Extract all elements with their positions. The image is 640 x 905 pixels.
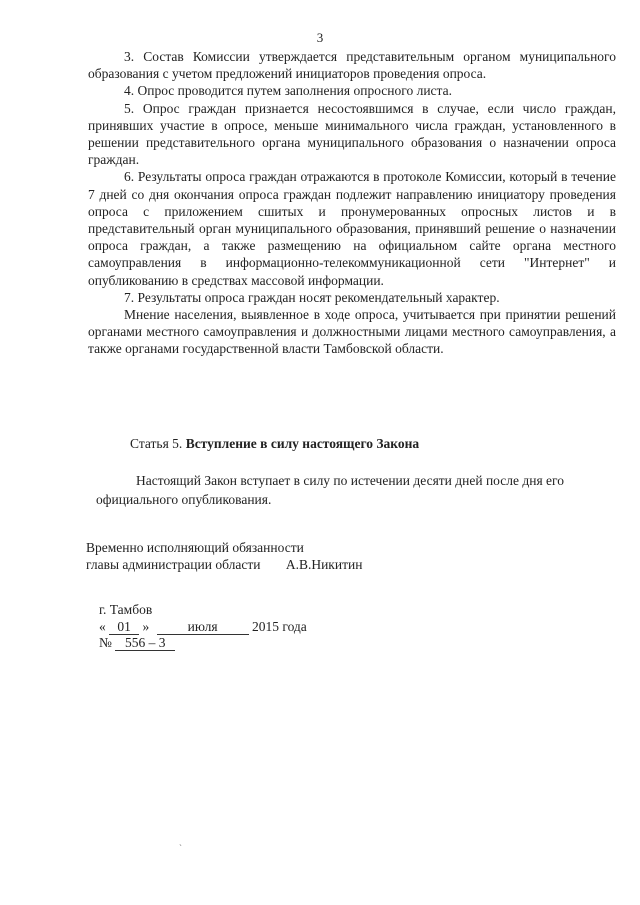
signature-position-line2	[86, 556, 362, 573]
paragraph-7: 7. Результаты опроса граждан носят рекомендательный характер.	[124, 289, 500, 305]
paragraph-4: 4. Опрос проводится путем заполнения опросного листа.	[124, 83, 452, 99]
date-close-quote: »	[142, 618, 150, 634]
article-prefix: Статья 5.	[130, 436, 183, 451]
article-title: Вступление в силу настоящего Закона	[185, 436, 420, 451]
document-number: 556 – 3	[115, 636, 175, 651]
date-year: 2015 года	[252, 618, 307, 634]
signature-position-line1: Временно исполняющий обязанности	[86, 540, 304, 555]
place-date-block	[99, 602, 307, 652]
page-number: 3	[316, 30, 324, 45]
signatory-name: А.В.Никитин	[285, 557, 363, 572]
date-day: 01	[109, 620, 139, 635]
article-text	[96, 471, 616, 509]
paragraph-6: 6. Результаты опроса граждан отражаются в протоколе Комиссии, который в течение 7 дней со дня окончания опроса граждан подлежит направлению инициатору проведения опроса с приложением сшитых и пронумерованных опросных листов и в представительный орган муниципального образования, принявший решение о назначении опроса граждан, а также размещению на официальном сайте органа местного самоуправления в информационно-телекоммуникационной сети "Интернет" и опубликованию в средствах массовой информации.	[88, 169, 616, 288]
date-line	[99, 619, 307, 636]
paragraph-3: 3. Состав Комиссии утверждается представительным органом муниципального образования с учетом предложений инициаторов проведения опроса.	[88, 49, 616, 82]
signature-position: главы администрации области	[86, 557, 261, 572]
paragraph-opinion: Мнение населения, выявленное в ходе опроса, учитывается при принятии решений органами местного самоуправления и должностными лицами местного самоуправления, а также органами государственной власти Тамбовской области.	[88, 307, 616, 357]
number-sign: №	[99, 635, 112, 650]
paragraph-5: 5. Опрос граждан признается несостоявшимся в случае, если число граждан, принявших участие в опросе, меньше минимального числа граждан, установленного в решении представительного органа муниципального образования о назначении опроса граждан.	[88, 100, 616, 168]
law-body	[88, 48, 616, 358]
article-heading	[130, 436, 419, 452]
place: г. Тамбов	[99, 602, 153, 617]
stray-mark: `	[179, 843, 182, 853]
number-line	[99, 635, 307, 652]
date-month: июля	[157, 620, 249, 635]
date-open-quote: «	[99, 618, 106, 634]
signature-block	[86, 539, 362, 573]
article-paragraph: Настоящий Закон вступает в силу по истечении десяти дней после дня его официального опубликования.	[96, 473, 564, 507]
